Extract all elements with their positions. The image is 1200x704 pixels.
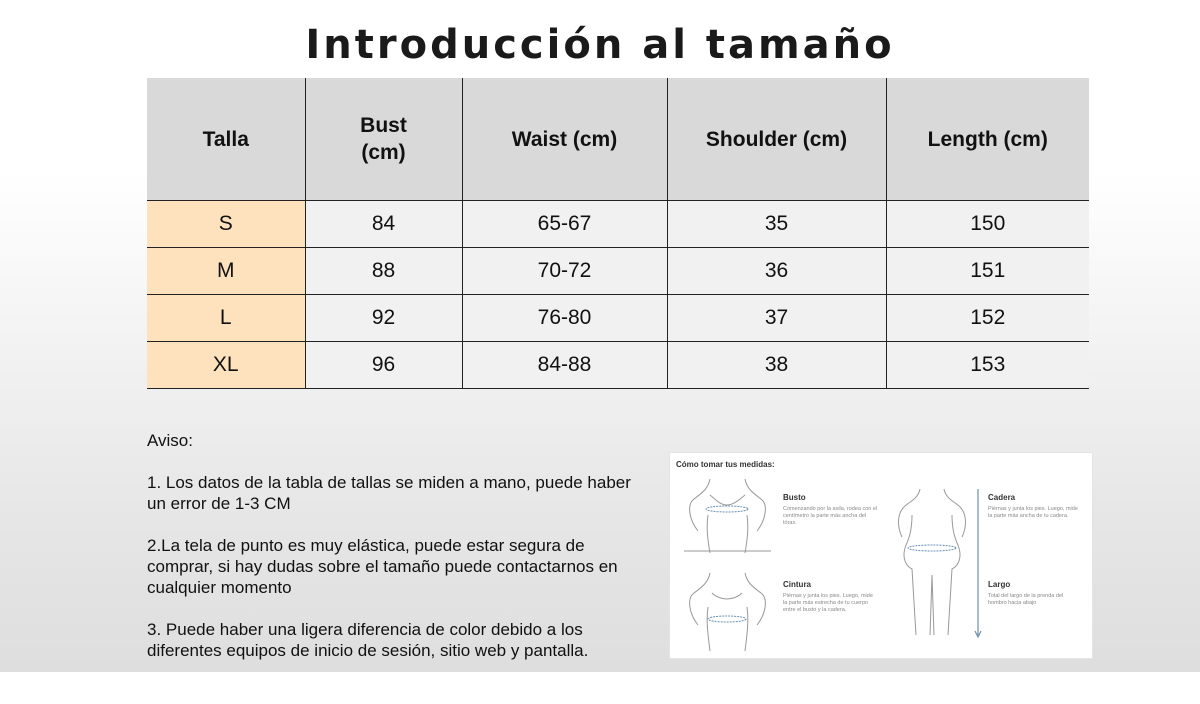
- cadera-label: Cadera: [988, 493, 1016, 502]
- bust-cell: 92: [305, 295, 462, 342]
- largo-label: Largo: [988, 580, 1011, 589]
- shoulder-cell: 35: [667, 201, 886, 248]
- size-cell: M: [147, 248, 305, 295]
- note-item: 1. Los datos de la tabla de tallas se miden a mano, puede haber un error de 1-3 CM: [147, 473, 631, 513]
- table-row: [147, 295, 1089, 342]
- size-cell: S: [147, 201, 305, 248]
- note-item: 2.La tela de punto es muy elástica, puede estar segura de comprar, si hay dudas sobre el tamaño puede contactarnos en cualquier momento: [147, 536, 618, 597]
- table-row: [147, 248, 1089, 295]
- waist-cell: 70-72: [462, 248, 667, 295]
- note-item: 3. Puede haber una ligera diferencia de color debido a los diferentes equipos de inicio de sesión, sitio web y pantalla.: [147, 620, 589, 660]
- table-header-row: [147, 78, 1089, 201]
- length-cell: 151: [886, 248, 1089, 295]
- size-table: [147, 78, 1089, 389]
- waist-figure-icon: [680, 571, 775, 653]
- length-cell: 150: [886, 201, 1089, 248]
- table-row: [147, 342, 1089, 389]
- size-cell: XL: [147, 342, 305, 389]
- page-title: Introducción al tamaño: [305, 22, 895, 68]
- header-length: Length (cm): [886, 78, 1089, 201]
- cintura-label: Cintura: [783, 580, 811, 589]
- header-bust: Bust (cm): [305, 78, 462, 201]
- bust-cell: 84: [305, 201, 462, 248]
- cadera-desc: Piérnas y junta los pies. Luego, mide la parte más ancha de tu cadera.: [988, 506, 1078, 519]
- full-body-figure-icon: [882, 485, 982, 640]
- cintura-desc: Piérnas y junta los pies. Luego, mide la parte más estrecha de tu cuerpo entre el busto y la cadera.: [783, 593, 873, 613]
- header-shoulder: Shoulder (cm): [667, 78, 886, 201]
- shoulder-cell: 36: [667, 248, 886, 295]
- length-cell: 153: [886, 342, 1089, 389]
- header-talla: Talla: [147, 78, 305, 201]
- busto-desc: Comenzando por la axila, rodea con el centímetro la parte más ancha del tórax.: [783, 506, 878, 526]
- bust-figure-icon: [680, 475, 775, 555]
- notes-heading: Aviso:: [147, 431, 193, 450]
- shoulder-cell: 38: [667, 342, 886, 389]
- guide-title: Cómo tomar tus medidas:: [676, 460, 775, 469]
- shoulder-cell: 37: [667, 295, 886, 342]
- notes-section: [147, 430, 647, 682]
- busto-label: Busto: [783, 493, 806, 502]
- largo-desc: Total del largo de la prenda del hombro hacia abajo: [988, 593, 1064, 606]
- waist-cell: 76-80: [462, 295, 667, 342]
- bust-cell: 88: [305, 248, 462, 295]
- waist-cell: 65-67: [462, 201, 667, 248]
- header-waist: Waist (cm): [462, 78, 667, 201]
- length-cell: 152: [886, 295, 1089, 342]
- table-row: [147, 201, 1089, 248]
- waist-cell: 84-88: [462, 342, 667, 389]
- bust-cell: 96: [305, 342, 462, 389]
- measurement-guide: [669, 452, 1093, 659]
- size-cell: L: [147, 295, 305, 342]
